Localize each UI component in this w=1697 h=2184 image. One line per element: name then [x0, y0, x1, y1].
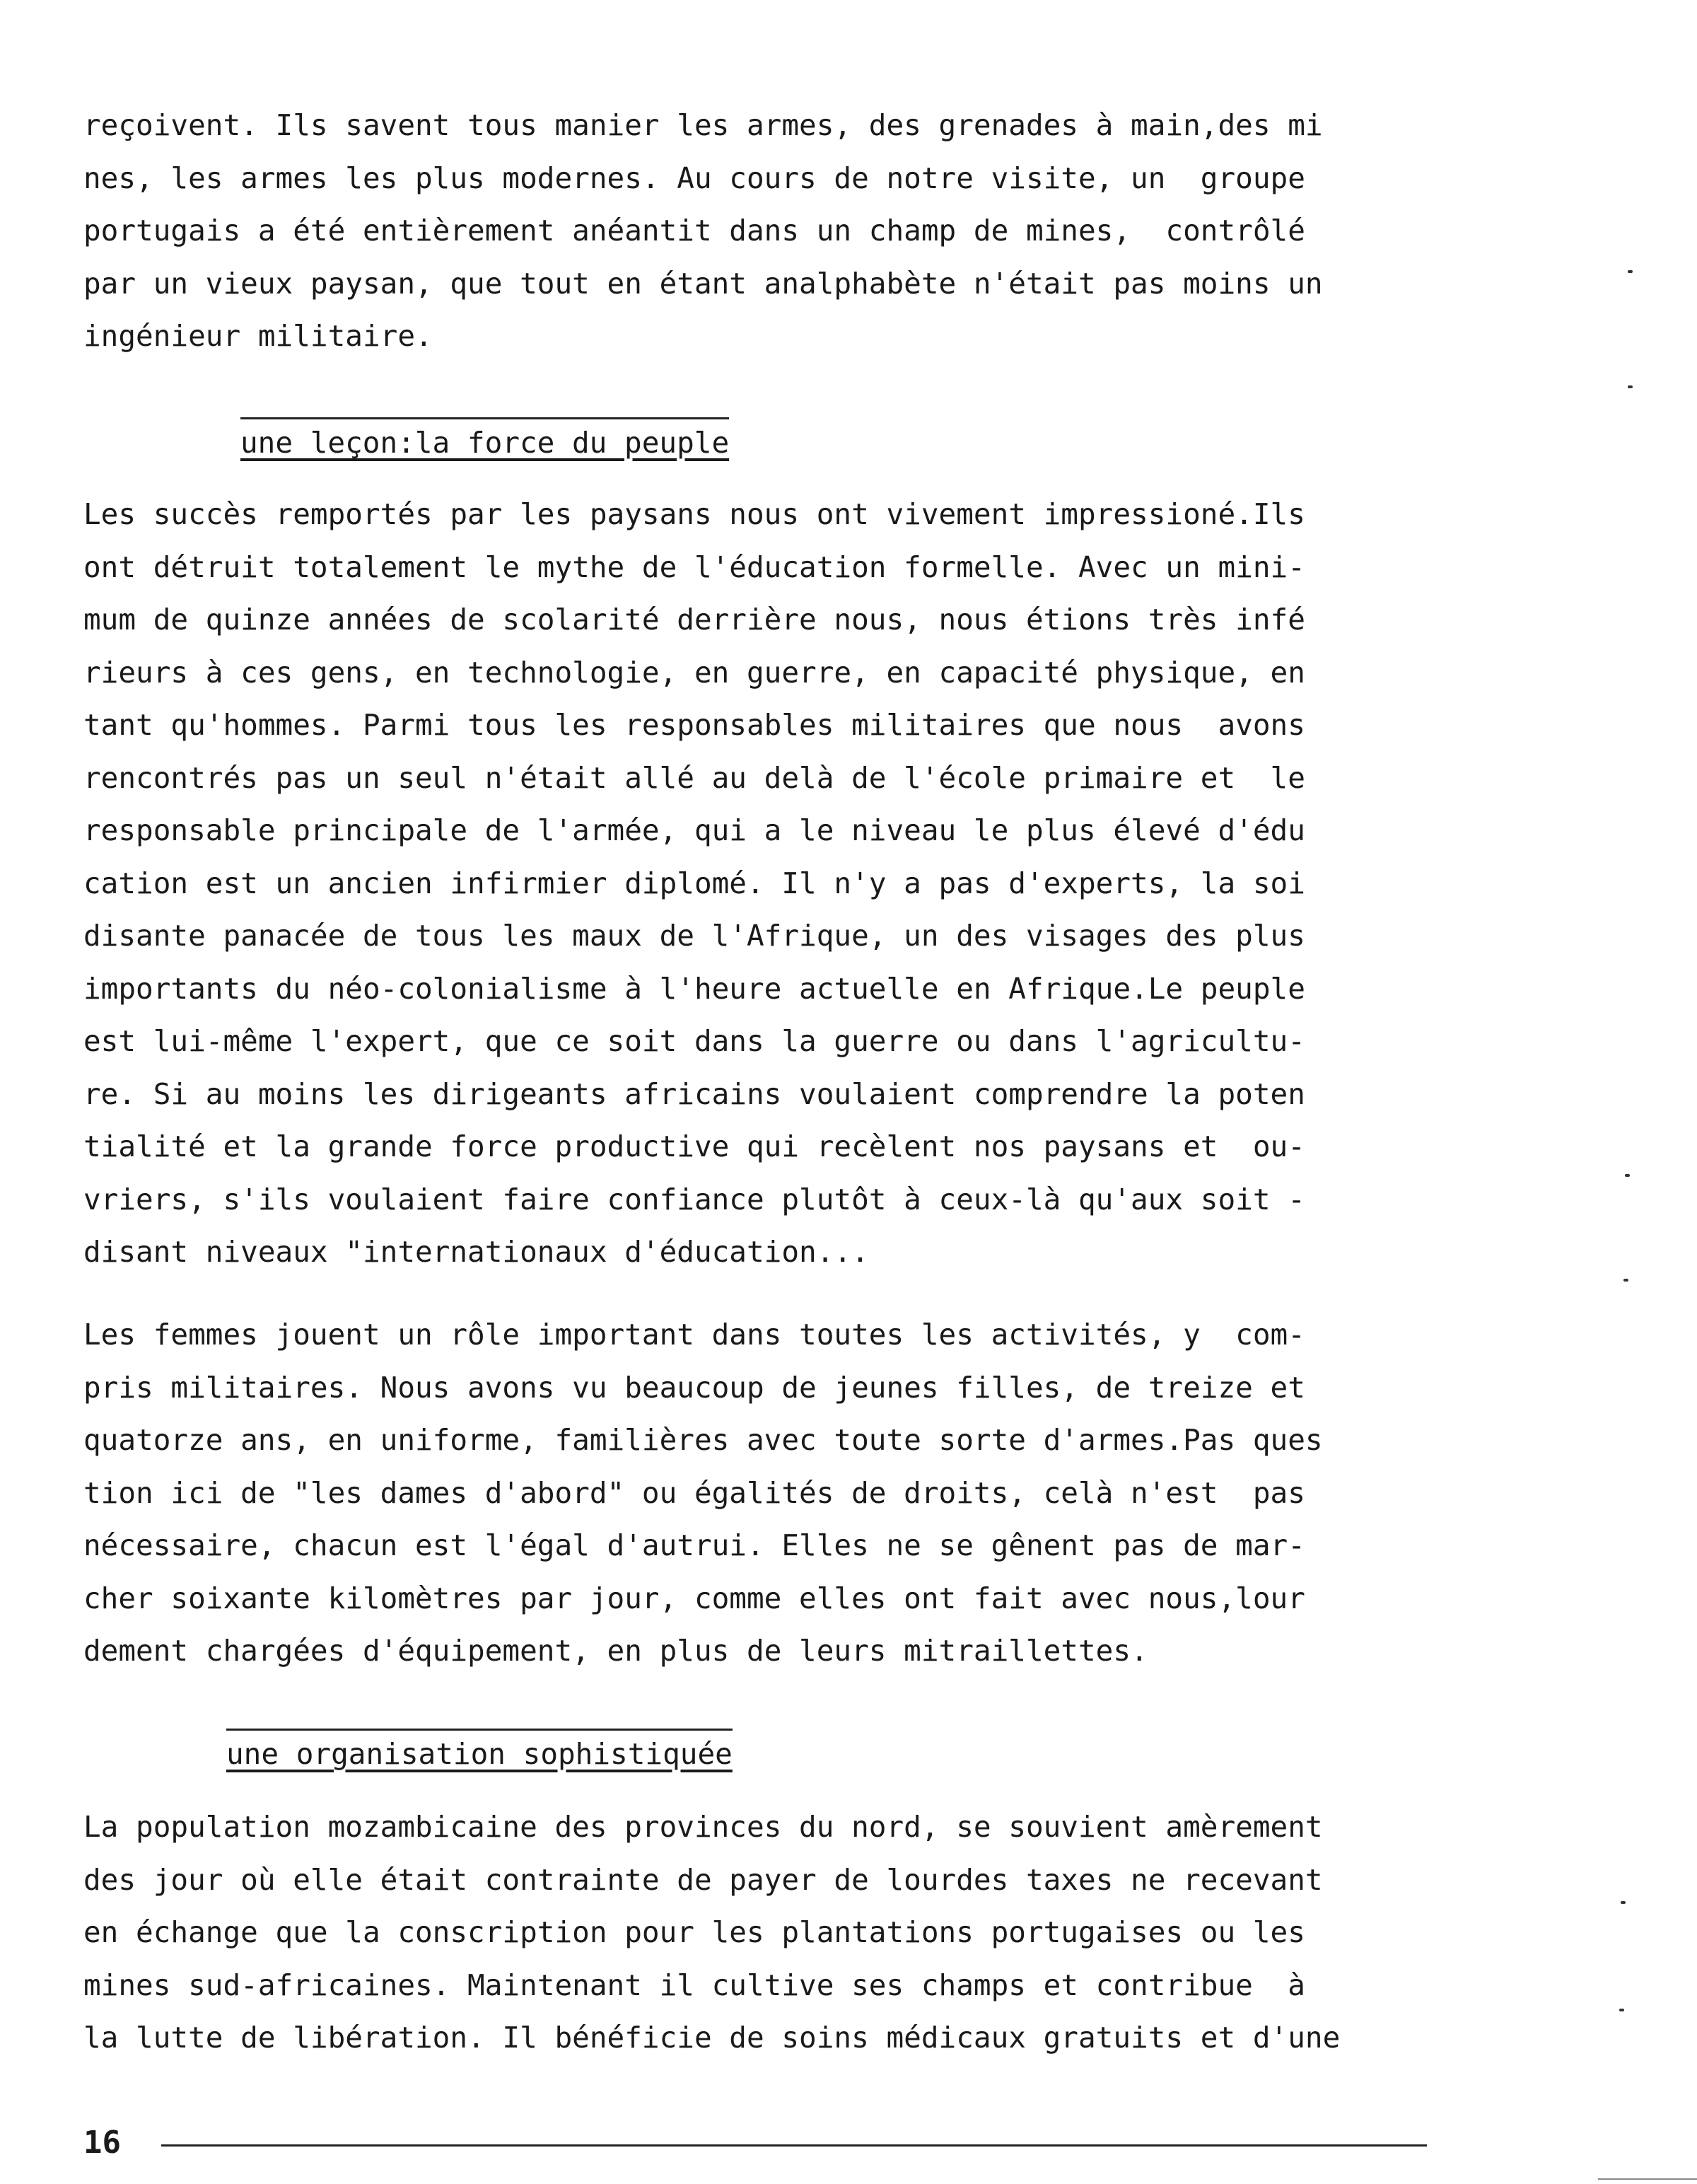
text-line: mum de quinze années de scolarité derrière nous, nous étions très infé: [83, 603, 1305, 637]
text-line: disant niveaux "internationaux d'éducation...: [83, 1235, 869, 1269]
text-line: pris militaires. Nous avons vu beaucoup de jeunes filles, de treize et: [83, 1370, 1305, 1405]
text-line: tion ici de "les dames d'abord" ou égalités de droits, celà n'est pas: [83, 1475, 1305, 1510]
paragraph-1: [83, 99, 1469, 363]
text-line: ont détruit totalement le mythe de l'éducation formelle. Avec un mini-: [83, 550, 1305, 584]
text-line: mines sud-africaines. Maintenant il cultive ses champs et contribue à: [83, 1968, 1305, 2002]
text-line: cation est un ancien infirmier diplomé. Il n'y a pas d'experts, la soi: [83, 866, 1305, 900]
text-line: importants du néo-colonialisme à l'heure actuelle en Afrique.Le peuple: [83, 971, 1305, 1006]
scan-speck: [1619, 2009, 1624, 2011]
text-line: cher soixante kilomètres par jour, comme elles ont fait avec nous,lour: [83, 1581, 1305, 1615]
text-line: portugais a été entièrement anéantit dans un champ de mines, contrôlé: [83, 214, 1305, 248]
text-line: La population mozambicaine des provinces du nord, se souvient amèrement: [83, 1810, 1323, 1844]
text-line: responsable principale de l'armée, qui a le niveau le plus élevé d'édu: [83, 813, 1305, 847]
text-line: en échange que la conscription pour les plantations portugaises ou les: [83, 1915, 1305, 1949]
text-line: dement chargées d'équipement, en plus de leurs mitraillettes.: [83, 1634, 1148, 1668]
scan-edge-mark: [1598, 2178, 1697, 2180]
section-heading-lesson: une leçon:la force du peuple: [240, 422, 729, 464]
text-line: la lutte de libération. Il bénéficie de soins médicaux gratuits et d'une: [83, 2021, 1341, 2055]
paragraph-3: [83, 1308, 1469, 1678]
text-line: vriers, s'ils voulaient faire confiance plutôt à ceux-là qu'aux soit -: [83, 1182, 1305, 1216]
section-heading-organisation: une organisation sophistiquée: [226, 1733, 733, 1775]
text-line: quatorze ans, en uniforme, familières avec toute sorte d'armes.Pas ques: [83, 1423, 1323, 1457]
text-line: nécessaire, chacun est l'égal d'autrui. Elles ne se gênent pas de mar-: [83, 1528, 1305, 1562]
text-line: reçoivent. Ils savent tous manier les armes, des grenades à main,des mi: [83, 108, 1323, 142]
text-line: Les femmes jouent un rôle important dans toutes les activités, y com-: [83, 1318, 1305, 1352]
text-line: tialité et la grande force productive qui recèlent nos paysans et ou-: [83, 1129, 1305, 1163]
page-footer: [83, 2122, 1427, 2164]
scan-speck: [1628, 270, 1633, 273]
footer-rule: [161, 2144, 1427, 2147]
scan-speck: [1625, 1174, 1630, 1177]
text-line: re. Si au moins les dirigeants africains voulaient comprendre la poten: [83, 1076, 1305, 1111]
text-line: ingénieur militaire.: [83, 319, 433, 353]
text-line: disante panacée de tous les maux de l'Afrique, un des visages des plus: [83, 919, 1305, 953]
text-line: rieurs à ces gens, en technologie, en guerre, en capacité physique, en: [83, 655, 1305, 690]
paragraph-4: [83, 1801, 1469, 2064]
text-line: nes, les armes les plus modernes. Au cours de notre visite, un groupe: [83, 161, 1305, 195]
text-line: rencontrés pas un seul n'était allé au delà de l'école primaire et le: [83, 760, 1305, 795]
scan-speck: [1623, 1279, 1628, 1282]
scan-speck: [1621, 1901, 1626, 1904]
scan-speck: [1628, 385, 1633, 388]
text-line: tant qu'hommes. Parmi tous les responsables militaires que nous avons: [83, 708, 1305, 742]
text-line: par un vieux paysan, que tout en étant analphabète n'était pas moins un: [83, 266, 1323, 301]
text-line: Les succès remportés par les paysans nous ont vivement impressioné.Ils: [83, 497, 1305, 531]
paragraph-2: [83, 488, 1469, 1279]
page-number: 16: [83, 2125, 121, 2161]
text-line: est lui-même l'expert, que ce soit dans la guerre ou dans l'agricultu-: [83, 1024, 1305, 1058]
text-line: des jour où elle était contrainte de payer de lourdes taxes ne recevant: [83, 1862, 1323, 1897]
